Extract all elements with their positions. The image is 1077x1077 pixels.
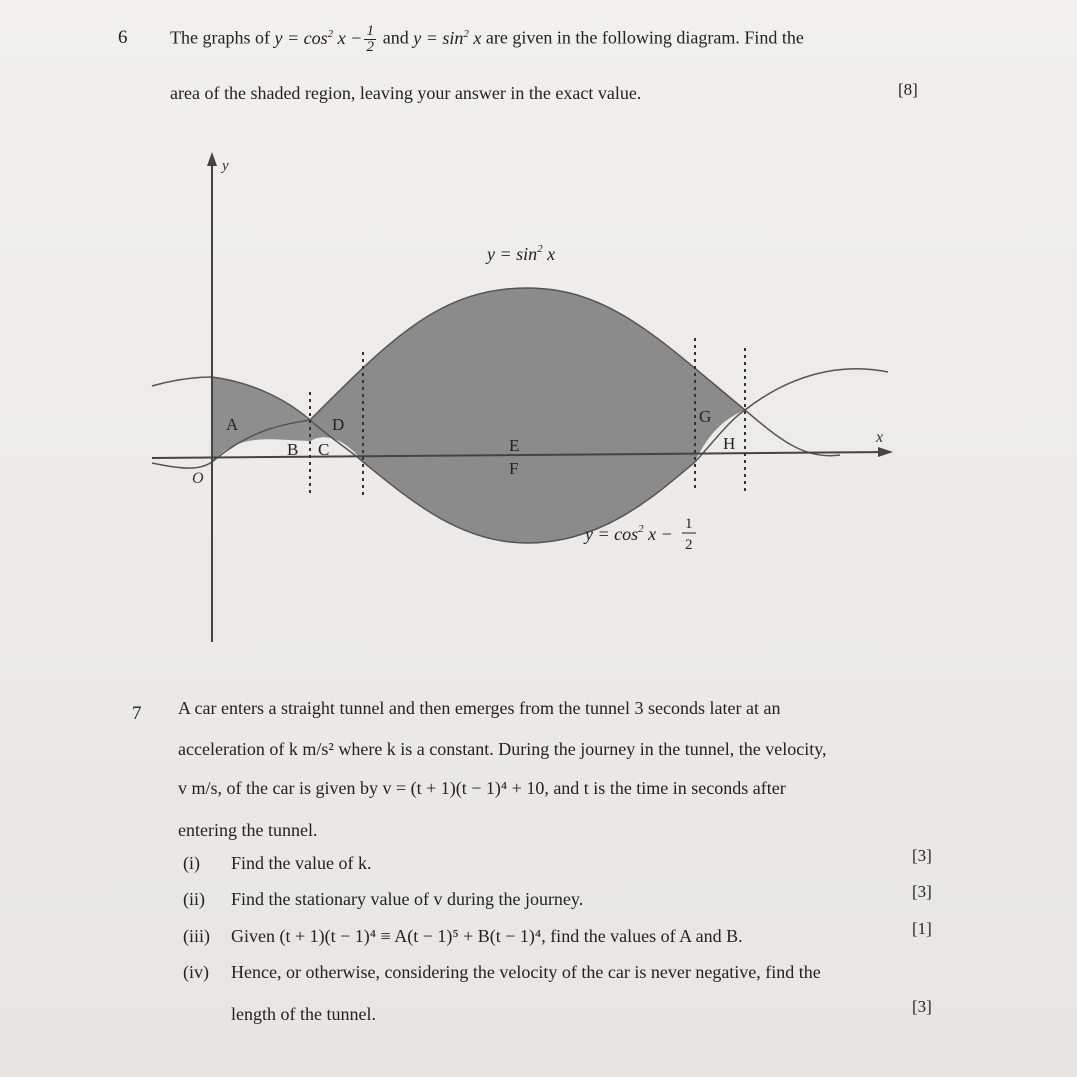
part-iv-label: (iv) bbox=[183, 962, 209, 982]
part-i-marks: [3] bbox=[912, 846, 932, 865]
part-iii-label: (iii) bbox=[183, 926, 210, 946]
shaded-region-c-d-e-f-g-h bbox=[310, 288, 745, 543]
y-axis-label: y bbox=[222, 158, 229, 174]
y-axis-arrow bbox=[207, 152, 217, 166]
region-label-h: H bbox=[723, 434, 736, 453]
part-ii-text: Find the stationary value of v during the journey. bbox=[231, 889, 584, 909]
part-iii-marks: [1] bbox=[912, 919, 932, 938]
region-label-f: F bbox=[509, 459, 519, 478]
origin-label: O bbox=[192, 470, 204, 487]
question-7-line3: v m/s, of the car is given by v = (t + 1)(t − 1)⁴ + 10, and t is the time in seconds after bbox=[178, 778, 786, 798]
part-ii-marks: [3] bbox=[912, 882, 932, 901]
question-7-number: 7 bbox=[132, 703, 142, 724]
part-i-text: Find the value of k. bbox=[231, 853, 372, 873]
question-6-number: 6 bbox=[118, 27, 128, 48]
part-iv-text: Hence, or otherwise, considering the velocity of the car is never negative, find the bbox=[231, 962, 821, 982]
part-iv-text-continued: length of the tunnel. bbox=[231, 1004, 376, 1024]
question-6-text-c: are given in the following diagram. Find the bbox=[481, 27, 804, 48]
part-iv-marks: [3] bbox=[912, 997, 932, 1016]
region-label-c: C bbox=[318, 440, 330, 459]
region-label-e: E bbox=[509, 436, 520, 455]
question-7-line4: entering the tunnel. bbox=[178, 820, 318, 840]
question-6-text-a: The graphs of bbox=[170, 27, 275, 48]
x-axis-label: x bbox=[876, 429, 884, 446]
question-6-marks: [8] bbox=[898, 80, 918, 99]
region-label-a: A bbox=[226, 415, 239, 434]
cos-curve-label: $y = \cos^2 x$ − bbox=[585, 523, 673, 544]
equation-sin: $y = \sin^2 x$ bbox=[413, 27, 482, 48]
cos-label-frac-den: 2 bbox=[685, 537, 693, 553]
question-7-line1: A car enters a straight tunnel and then emerges from the tunnel 3 seconds later at an bbox=[178, 698, 781, 718]
sin-curve-label: $y = \sin^2 x$ bbox=[487, 243, 556, 264]
region-label-b: B bbox=[287, 440, 299, 459]
question-6-line2: area of the shaded region, leaving your answer in the exact value. bbox=[170, 83, 642, 103]
region-label-d: D bbox=[332, 415, 345, 434]
cos-label-frac-num: 1 bbox=[685, 516, 693, 532]
question-7-line2: acceleration of k m/s² where k is a constant. During the journey in the tunnel, the velocity, bbox=[178, 739, 827, 759]
part-i-label: (i) bbox=[183, 853, 200, 873]
region-label-g: G bbox=[699, 407, 712, 426]
equation-cos: $y = \cos^2 x$ − $\frac{1}{2}$ bbox=[274, 28, 378, 48]
part-ii-label: (ii) bbox=[183, 889, 205, 909]
question-6-text-b: and bbox=[378, 27, 414, 48]
x-axis-arrow bbox=[878, 447, 893, 457]
part-iii-text: Given (t + 1)(t − 1)⁴ ≡ A(t − 1)⁵ + B(t − 1)⁴, find the values of A and B. bbox=[231, 926, 743, 946]
